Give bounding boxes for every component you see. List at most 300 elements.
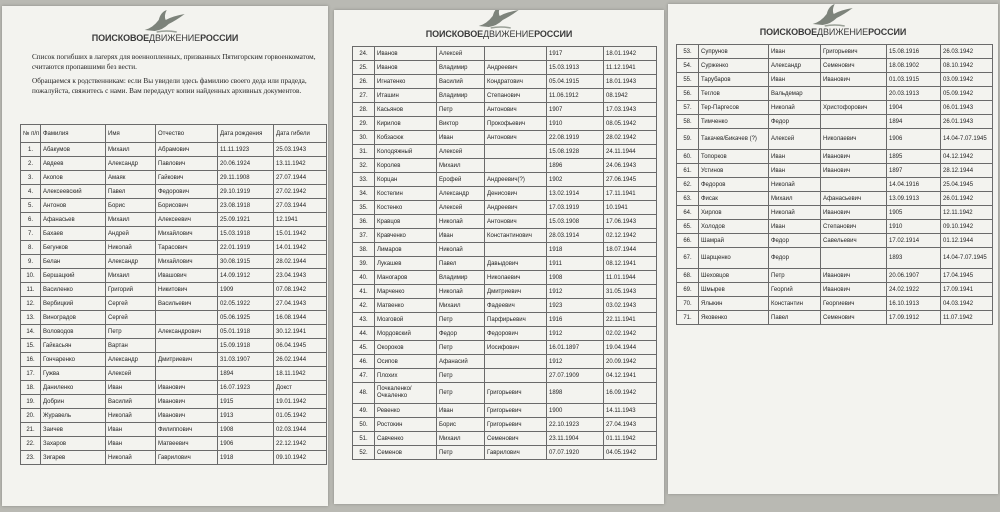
cell-patronymic: Григорьевич: [485, 418, 547, 432]
cell-name: Иван: [437, 131, 485, 145]
cell-number: 44.: [353, 327, 375, 341]
cell-birth-date: 1894: [887, 115, 941, 129]
cell-surname: Бершацкий: [41, 269, 106, 283]
cell-patronymic: [821, 178, 887, 192]
logo-text: ПОИСКОВОЕДВИЖЕНИЕРОССИИ: [425, 29, 573, 39]
cell-birth-date: 29.10.1919: [218, 185, 274, 199]
cell-death-date: 15.01.1942: [274, 227, 327, 241]
cell-death-date: 20.09.1942: [604, 355, 657, 369]
cell-surname: Воловодов: [41, 325, 106, 339]
cell-name: Александр: [106, 255, 156, 269]
table-row: [353, 432, 657, 446]
cell-name: Михаил: [106, 213, 156, 227]
bird-logo-icon: [811, 4, 855, 28]
cell-number: 40.: [353, 271, 375, 285]
cell-birth-date: 20.06.1907: [887, 269, 941, 283]
cell-name: Михаил: [769, 192, 821, 206]
cell-patronymic: Георгиевич: [821, 297, 887, 311]
table-row: [21, 241, 327, 255]
cell-surname: Лукашев: [375, 257, 437, 271]
cell-patronymic: Денисович: [485, 187, 547, 201]
cell-number: 46.: [353, 355, 375, 369]
table-row: [353, 117, 657, 131]
cell-patronymic: Павлович: [156, 157, 218, 171]
bird-logo-icon: [477, 10, 521, 30]
cell-death-date: 01.05.1942: [274, 409, 327, 423]
cell-number: 50.: [353, 418, 375, 432]
cell-name: Николай: [437, 243, 485, 257]
cell-surname: Шмырев: [699, 283, 769, 297]
cell-birth-date: 1923: [547, 299, 604, 313]
cell-death-date: 26.01.1943: [941, 115, 993, 129]
cell-name: Алексей: [769, 129, 821, 150]
cell-name: Михаил: [106, 269, 156, 283]
cell-surname: Бегунков: [41, 241, 106, 255]
cell-surname: Иванов: [375, 61, 437, 75]
cell-name: Петр: [437, 446, 485, 460]
cell-surname: Королев: [375, 159, 437, 173]
cell-surname: Касьянов: [375, 103, 437, 117]
cell-number: 66.: [677, 234, 699, 248]
cell-name: Федор: [769, 234, 821, 248]
cell-name: Вартан: [106, 339, 156, 353]
cell-name: Александр: [769, 59, 821, 73]
cell-birth-date: 1918: [547, 243, 604, 257]
cell-patronymic: Григорьевич: [485, 383, 547, 404]
cell-death-date: 24.11.1944: [604, 145, 657, 159]
cell-death-date: 27.06.1945: [604, 173, 657, 187]
cell-name: Павел: [769, 311, 821, 325]
cell-number: 1.: [21, 143, 41, 157]
header-death-date: Дата гибели: [274, 125, 327, 143]
cell-surname: Журавель: [41, 409, 106, 423]
table-row: [21, 185, 327, 199]
cell-birth-date: 16.07.1923: [218, 381, 274, 395]
cell-surname: Абакумов: [41, 143, 106, 157]
table-row: [21, 451, 327, 465]
cell-death-date: 24.06.1943: [604, 159, 657, 173]
casualty-table-1: [20, 124, 327, 465]
cell-number: 25.: [353, 61, 375, 75]
cell-birth-date: 31.03.1907: [218, 353, 274, 367]
cell-surname: Даниленко: [41, 381, 106, 395]
cell-surname: Осипов: [375, 355, 437, 369]
cell-surname: Авдеев: [41, 157, 106, 171]
cell-name: Иван: [106, 423, 156, 437]
cell-birth-date: 25.09.1921: [218, 213, 274, 227]
cell-patronymic: Николаевич: [821, 129, 887, 150]
cell-patronymic: Афанасьевич: [821, 192, 887, 206]
cell-death-date: 03.09.1942: [941, 73, 993, 87]
cell-death-date: 17.09.1941: [941, 283, 993, 297]
cell-birth-date: 23.11.1904: [547, 432, 604, 446]
cell-patronymic: Михайлович: [156, 227, 218, 241]
cell-death-date: 22.11.1941: [604, 313, 657, 327]
cell-birth-date: 1911: [547, 257, 604, 271]
cell-birth-date: 22.08.1919: [547, 131, 604, 145]
cell-birth-date: 15.03.1908: [547, 215, 604, 229]
cell-number: 56.: [677, 87, 699, 101]
cell-number: 14.: [21, 325, 41, 339]
cell-death-date: 27.07.1944: [274, 171, 327, 185]
cell-birth-date: 16.01.1897: [547, 341, 604, 355]
cell-surname: Колодяжный: [375, 145, 437, 159]
cell-name: Михаил: [437, 432, 485, 446]
cell-number: 67.: [677, 248, 699, 269]
document-page-2: [334, 10, 664, 504]
cell-number: 23.: [21, 451, 41, 465]
cell-name: Иван: [769, 164, 821, 178]
intro-text: [32, 53, 317, 101]
cell-death-date: 16.09.1942: [604, 383, 657, 404]
cell-birth-date: 29.11.1908: [218, 171, 274, 185]
cell-patronymic: [821, 87, 887, 101]
cell-surname: Окороков: [375, 341, 437, 355]
cell-number: 37.: [353, 229, 375, 243]
cell-death-date: 01.12.1944: [941, 234, 993, 248]
cell-number: 47.: [353, 369, 375, 383]
cell-number: 36.: [353, 215, 375, 229]
cell-death-date: 28.12.1944: [941, 164, 993, 178]
cell-name: Сергей: [106, 311, 156, 325]
cell-birth-date: 1916: [547, 313, 604, 327]
cell-number: 2.: [21, 157, 41, 171]
cell-birth-date: 1902: [547, 173, 604, 187]
cell-death-date: 30.12.1941: [274, 325, 327, 339]
cell-patronymic: Иосифович: [485, 341, 547, 355]
cell-number: 62.: [677, 178, 699, 192]
table-row: [353, 243, 657, 257]
cell-death-date: 08.1942: [604, 89, 657, 103]
cell-name: Иван: [769, 45, 821, 59]
cell-number: 13.: [21, 311, 41, 325]
table-row: [353, 215, 657, 229]
logo-text: ПОИСКОВОЕДВИЖЕНИЕРОССИИ: [91, 33, 239, 43]
cell-death-date: 28.02.1944: [274, 255, 327, 269]
cell-surname: Савченко: [375, 432, 437, 446]
cell-patronymic: Андреевич: [485, 201, 547, 215]
cell-number: 68.: [677, 269, 699, 283]
cell-name: Николай: [106, 409, 156, 423]
cell-patronymic: Степанович: [821, 220, 887, 234]
cell-number: 6.: [21, 213, 41, 227]
cell-death-date: 02.02.1942: [604, 327, 657, 341]
cell-surname: Шеховцов: [699, 269, 769, 283]
cell-patronymic: Константинович: [485, 229, 547, 243]
cell-number: 34.: [353, 187, 375, 201]
table-row: [21, 171, 327, 185]
cell-patronymic: [821, 115, 887, 129]
cell-patronymic: [485, 369, 547, 383]
cell-patronymic: Михайлович: [156, 255, 218, 269]
cell-name: Петр: [437, 341, 485, 355]
cell-birth-date: 05.06.1925: [218, 311, 274, 325]
cell-surname: Гончаренко: [41, 353, 106, 367]
cell-patronymic: Гайкович: [156, 171, 218, 185]
header-name: Имя: [106, 125, 156, 143]
cell-birth-date: 11.11.1923: [218, 143, 274, 157]
cell-name: Николай: [437, 285, 485, 299]
cell-patronymic: [485, 159, 547, 173]
cell-number: 10.: [21, 269, 41, 283]
cell-patronymic: Семенович: [821, 59, 887, 73]
cell-birth-date: 15.03.1913: [547, 61, 604, 75]
table-row: [353, 145, 657, 159]
table-row: [21, 437, 327, 451]
cell-death-date: 02.03.1944: [274, 423, 327, 437]
cell-name: Иван: [769, 220, 821, 234]
cell-number: 12.: [21, 297, 41, 311]
table-row: [353, 383, 657, 404]
cell-birth-date: 1912: [547, 327, 604, 341]
cell-name: Петр: [437, 103, 485, 117]
cell-birth-date: 1905: [887, 206, 941, 220]
cell-surname: Костенко: [375, 201, 437, 215]
cell-death-date: 11.01.1944: [604, 271, 657, 285]
cell-surname: Шарщенко: [699, 248, 769, 269]
cell-patronymic: Филиппович: [156, 423, 218, 437]
cell-number: 49.: [353, 404, 375, 418]
cell-death-date: 04.12.1942: [941, 150, 993, 164]
cell-death-date: 18.01.1943: [604, 75, 657, 89]
cell-patronymic: Александрович: [156, 325, 218, 339]
cell-surname: Мордовский: [375, 327, 437, 341]
cell-birth-date: 24.02.1922: [887, 283, 941, 297]
cell-name: Михаил: [106, 143, 156, 157]
cell-death-date: 31.05.1943: [604, 285, 657, 299]
cell-surname: Заичев: [41, 423, 106, 437]
cell-number: 69.: [677, 283, 699, 297]
table-row: [353, 257, 657, 271]
cell-name: Николай: [769, 101, 821, 115]
cell-death-date: 18.11.1942: [274, 367, 327, 381]
logo-text: ПОИСКОВОЕДВИЖЕНИЕРОССИИ: [759, 27, 907, 37]
cell-death-date: 13.11.1942: [274, 157, 327, 171]
cell-name: Федор: [769, 115, 821, 129]
cell-patronymic: Иванович: [821, 73, 887, 87]
cell-death-date: 08.12.1941: [604, 257, 657, 271]
cell-patronymic: Христофорович: [821, 101, 887, 115]
table-row: [353, 271, 657, 285]
table-row: [353, 327, 657, 341]
cell-number: 27.: [353, 89, 375, 103]
cell-birth-date: 20.03.1913: [887, 87, 941, 101]
table-row: [21, 423, 327, 437]
cell-number: 35.: [353, 201, 375, 215]
cell-death-date: 14.01.1942: [274, 241, 327, 255]
cell-number: 9.: [21, 255, 41, 269]
table-row: [353, 61, 657, 75]
table-row: [353, 404, 657, 418]
cell-name: Иван: [437, 229, 485, 243]
cell-birth-date: 1918: [218, 451, 274, 465]
cell-death-date: 08.10.1942: [941, 59, 993, 73]
cell-birth-date: 1896: [547, 159, 604, 173]
table-row: [21, 269, 327, 283]
cell-birth-date: 1895: [887, 150, 941, 164]
cell-birth-date: 07.07.1920: [547, 446, 604, 460]
cell-name: Григорий: [106, 283, 156, 297]
cell-birth-date: 15.03.1918: [218, 227, 274, 241]
cell-surname: Холодов: [699, 220, 769, 234]
cell-number: 22.: [21, 437, 41, 451]
cell-surname: Иванов: [375, 47, 437, 61]
cell-name: Вальдемар: [769, 87, 821, 101]
cell-patronymic: Давыдович: [485, 257, 547, 271]
cell-name: Алексей: [437, 201, 485, 215]
table-row: [677, 269, 993, 283]
cell-patronymic: Антонович: [485, 131, 547, 145]
cell-name: Михаил: [437, 299, 485, 313]
cell-birth-date: 15.09.1918: [218, 339, 274, 353]
table-row: [677, 192, 993, 206]
cell-surname: Акопов: [41, 171, 106, 185]
table-body-3: [677, 45, 993, 325]
cell-name: Василий: [437, 75, 485, 89]
cell-patronymic: [485, 47, 547, 61]
table-row: [353, 187, 657, 201]
cell-surname: Белан: [41, 255, 106, 269]
cell-patronymic: Иванович: [821, 164, 887, 178]
cell-birth-date: 02.05.1922: [218, 297, 274, 311]
bird-logo-icon: [143, 8, 187, 34]
cell-death-date: 25.04.1945: [941, 178, 993, 192]
cell-birth-date: 13.09.1913: [887, 192, 941, 206]
table-row: [353, 355, 657, 369]
table-row: [353, 299, 657, 313]
cell-surname: Плохих: [375, 369, 437, 383]
cell-name: Александр: [437, 187, 485, 201]
cell-number: 31.: [353, 145, 375, 159]
cell-death-date: 14.04-7.07.1945: [941, 248, 993, 269]
cell-surname: Такачев/Бикачев (?): [699, 129, 769, 150]
cell-name: Борис: [437, 418, 485, 432]
table-row: [677, 206, 993, 220]
cell-surname: Захаров: [41, 437, 106, 451]
cell-birth-date: 1913: [218, 409, 274, 423]
table-row: [677, 73, 993, 87]
table-row: [21, 157, 327, 171]
cell-death-date: 05.09.1942: [941, 87, 993, 101]
cell-patronymic: [156, 339, 218, 353]
cell-name: Александр: [106, 157, 156, 171]
cell-number: 53.: [677, 45, 699, 59]
casualty-table-2: [352, 46, 657, 460]
cell-number: 60.: [677, 150, 699, 164]
cell-patronymic: Иванович: [821, 269, 887, 283]
cell-death-date: 17.06.1943: [604, 215, 657, 229]
cell-name: Константин: [769, 297, 821, 311]
table-row: [21, 409, 327, 423]
cell-birth-date: 1910: [547, 117, 604, 131]
cell-death-date: 12.1941: [274, 213, 327, 227]
cell-number: 71.: [677, 311, 699, 325]
cell-patronymic: Матвеевич: [156, 437, 218, 451]
cell-death-date: 27.02.1942: [274, 185, 327, 199]
cell-name: Иван: [106, 381, 156, 395]
cell-surname: Матвенко: [375, 299, 437, 313]
cell-death-date: 18.07.1944: [604, 243, 657, 257]
cell-surname: Иташин: [375, 89, 437, 103]
cell-name: Федор: [437, 327, 485, 341]
cell-death-date: Докст: [274, 381, 327, 395]
cell-surname: Зигарев: [41, 451, 106, 465]
cell-birth-date: 1908: [218, 423, 274, 437]
cell-death-date: 27.03.1944: [274, 199, 327, 213]
cell-surname: Корцан: [375, 173, 437, 187]
cell-number: 26.: [353, 75, 375, 89]
table-body-1: [21, 143, 327, 465]
cell-death-date: 03.02.1943: [604, 299, 657, 313]
cell-patronymic: Антонович: [485, 215, 547, 229]
cell-patronymic: Парфирьевич: [485, 313, 547, 327]
cell-number: 41.: [353, 285, 375, 299]
table-row: [677, 311, 993, 325]
cell-surname: Почкаленко/ Очкаленко: [375, 383, 437, 404]
cell-death-date: 18.01.1942: [604, 47, 657, 61]
cell-patronymic: Гаврилович: [156, 451, 218, 465]
cell-name: Афанасий: [437, 355, 485, 369]
cell-surname: Фисак: [699, 192, 769, 206]
cell-patronymic: Тарасович: [156, 241, 218, 255]
cell-number: 42.: [353, 299, 375, 313]
logo: [92, 8, 239, 43]
cell-name: Владимир: [437, 89, 485, 103]
table-row: [677, 150, 993, 164]
table-row: [353, 89, 657, 103]
table-row: [353, 285, 657, 299]
cell-patronymic: Фадеевич: [485, 299, 547, 313]
cell-name: Федор: [769, 248, 821, 269]
cell-birth-date: 27.07.1909: [547, 369, 604, 383]
cell-name: Сергей: [106, 297, 156, 311]
cell-patronymic: Васильевич: [156, 297, 218, 311]
cell-number: 70.: [677, 297, 699, 311]
cell-birth-date: 23.08.1918: [218, 199, 274, 213]
table-row: [21, 227, 327, 241]
cell-death-date: 25.03.1943: [274, 143, 327, 157]
cell-death-date: 19.04.1944: [604, 341, 657, 355]
cell-number: 20.: [21, 409, 41, 423]
cell-name: Андрей: [106, 227, 156, 241]
cell-number: 8.: [21, 241, 41, 255]
cell-surname: Алексеевский: [41, 185, 106, 199]
table-row: [21, 395, 327, 409]
table-row: [677, 178, 993, 192]
cell-patronymic: Степанович: [485, 89, 547, 103]
cell-number: 57.: [677, 101, 699, 115]
cell-number: 43.: [353, 313, 375, 327]
table-row: [21, 213, 327, 227]
cell-birth-date: 1900: [547, 404, 604, 418]
cell-surname: Мозговой: [375, 313, 437, 327]
cell-number: 65.: [677, 220, 699, 234]
cell-death-date: 11.07.1942: [941, 311, 993, 325]
intro-paragraph-2: Обращаемся к родственникам: если Вы увидели здесь фамилию своего деда или прадеда, пожалуйста, свяжитесь с нами. Вам передадут копии найденных архивных документов.: [32, 77, 307, 95]
cell-name: Николай: [106, 241, 156, 255]
table-body-2: [353, 47, 657, 460]
cell-name: Иван: [437, 404, 485, 418]
table-row: [21, 353, 327, 367]
cell-name: Павел: [106, 185, 156, 199]
cell-death-date: 06.01.1943: [941, 101, 993, 115]
cell-surname: Гайкасьян: [41, 339, 106, 353]
cell-patronymic: Иванович: [821, 150, 887, 164]
cell-number: 3.: [21, 171, 41, 185]
table-row: [353, 103, 657, 117]
cell-surname: Виноградов: [41, 311, 106, 325]
cell-number: 4.: [21, 185, 41, 199]
